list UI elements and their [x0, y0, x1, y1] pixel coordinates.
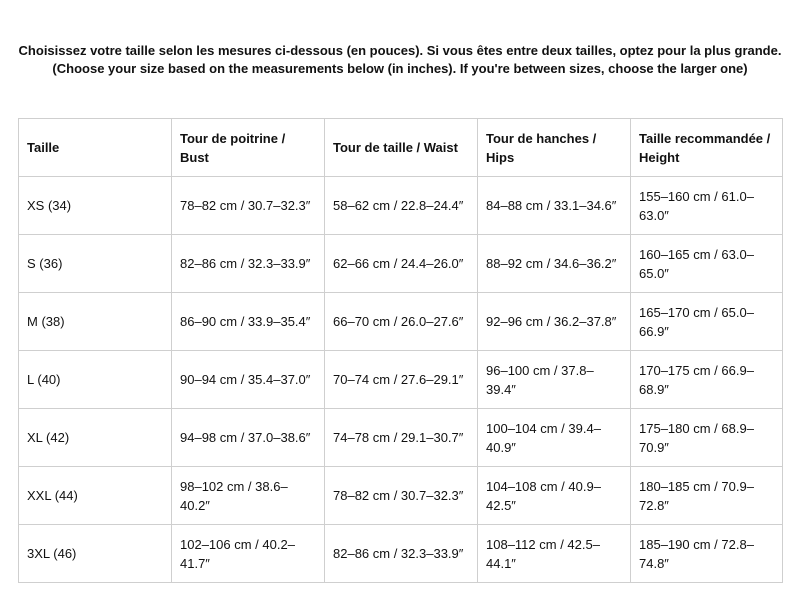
header-waist: Tour de taille / Waist — [325, 119, 478, 177]
cell-height: 155–160 cm / 61.0–63.0″ — [631, 177, 783, 235]
cell-bust: 94–98 cm / 37.0–38.6″ — [172, 409, 325, 467]
cell-hips: 92–96 cm / 36.2–37.8″ — [478, 293, 631, 351]
cell-size: XS (34) — [19, 177, 172, 235]
cell-size: 3XL (46) — [19, 525, 172, 583]
table-row — [19, 293, 783, 351]
cell-waist: 62–66 cm / 24.4–26.0″ — [325, 235, 478, 293]
cell-waist: 66–70 cm / 26.0–27.6″ — [325, 293, 478, 351]
header-bust: Tour de poitrine / Bust — [172, 119, 325, 177]
cell-waist: 70–74 cm / 27.6–29.1″ — [325, 351, 478, 409]
table-row — [19, 409, 783, 467]
header-size: Taille — [19, 119, 172, 177]
cell-hips: 104–108 cm / 40.9–42.5″ — [478, 467, 631, 525]
cell-height: 160–165 cm / 63.0–65.0″ — [631, 235, 783, 293]
header-hips: Tour de hanches / Hips — [478, 119, 631, 177]
cell-size: S (36) — [19, 235, 172, 293]
cell-waist: 78–82 cm / 30.7–32.3″ — [325, 467, 478, 525]
cell-hips: 84–88 cm / 33.1–34.6″ — [478, 177, 631, 235]
cell-hips: 96–100 cm / 37.8–39.4″ — [478, 351, 631, 409]
cell-height: 175–180 cm / 68.9–70.9″ — [631, 409, 783, 467]
cell-size: XL (42) — [19, 409, 172, 467]
cell-bust: 82–86 cm / 32.3–33.9″ — [172, 235, 325, 293]
table-header-row — [19, 119, 783, 177]
size-guide-intro — [0, 42, 800, 78]
cell-waist: 74–78 cm / 29.1–30.7″ — [325, 409, 478, 467]
cell-height: 170–175 cm / 66.9–68.9″ — [631, 351, 783, 409]
cell-waist: 58–62 cm / 22.8–24.4″ — [325, 177, 478, 235]
cell-height: 180–185 cm / 70.9–72.8″ — [631, 467, 783, 525]
cell-size: XXL (44) — [19, 467, 172, 525]
cell-size: L (40) — [19, 351, 172, 409]
cell-waist: 82–86 cm / 32.3–33.9″ — [325, 525, 478, 583]
table-row — [19, 235, 783, 293]
cell-height: 185–190 cm / 72.8–74.8″ — [631, 525, 783, 583]
cell-hips: 88–92 cm / 34.6–36.2″ — [478, 235, 631, 293]
cell-height: 165–170 cm / 65.0–66.9″ — [631, 293, 783, 351]
intro-text-english: (Choose your size based on the measurements below (in inches). If you're between sizes, choose the larger one) — [52, 61, 748, 76]
size-chart-table — [18, 118, 783, 583]
table-row — [19, 177, 783, 235]
cell-bust: 102–106 cm / 40.2–41.7″ — [172, 525, 325, 583]
header-height: Taille recommandée / Height — [631, 119, 783, 177]
cell-bust: 86–90 cm / 33.9–35.4″ — [172, 293, 325, 351]
cell-hips: 100–104 cm / 39.4–40.9″ — [478, 409, 631, 467]
table-row — [19, 467, 783, 525]
cell-hips: 108–112 cm / 42.5–44.1″ — [478, 525, 631, 583]
cell-size: M (38) — [19, 293, 172, 351]
intro-text-french: Choisissez votre taille selon les mesures ci-dessous (en pouces). Si vous êtes entre deux tailles, optez pour la plus grande. — [18, 43, 782, 58]
cell-bust: 78–82 cm / 30.7–32.3″ — [172, 177, 325, 235]
table-row — [19, 351, 783, 409]
table-row — [19, 525, 783, 583]
cell-bust: 98–102 cm / 38.6–40.2″ — [172, 467, 325, 525]
cell-bust: 90–94 cm / 35.4–37.0″ — [172, 351, 325, 409]
